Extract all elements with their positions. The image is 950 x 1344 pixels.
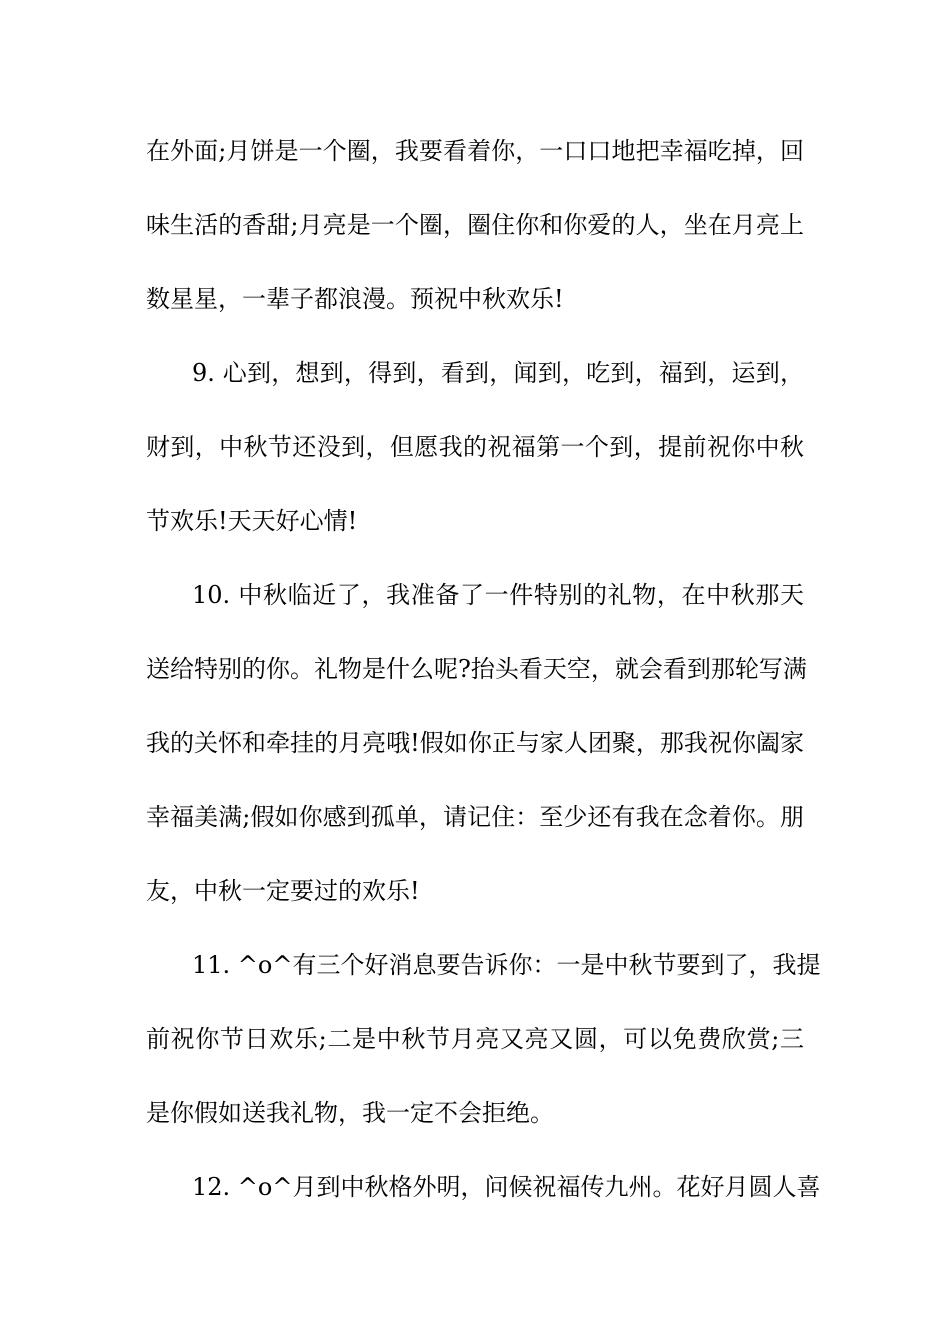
text-line: 12. ^o^月到中秋格外明，问候祝福传九州。花好月圆人喜	[192, 1173, 821, 1201]
text-line: 节欢乐!天天好心情!	[146, 507, 358, 535]
text-line: 前祝你节日欢乐;二是中秋节月亮又亮又圆，可以免费欣赏;三	[146, 1025, 804, 1053]
text-line: 财到，中秋节还没到，但愿我的祝福第一个到，提前祝你中秋	[146, 433, 804, 461]
text-line: 送给特别的你。礼物是什么呢?抬头看天空，就会看到那轮写满	[146, 655, 807, 683]
text-line: 幸福美满;假如你感到孤单，请记住：至少还有我在念着你。朋	[146, 803, 804, 831]
text-line: 在外面;月饼是一个圈，我要看着你，一口口地把幸福吃掉，回	[146, 137, 804, 165]
text-line: 友，中秋一定要过的欢乐!	[146, 877, 420, 905]
text-line: 11. ^o^有三个好消息要告诉你：一是中秋节要到了，我提	[192, 951, 821, 979]
text-line: 10. 中秋临近了，我准备了一件特别的礼物，在中秋那天	[192, 581, 804, 609]
text-line: 是你假如送我礼物，我一定不会拒绝。	[146, 1099, 554, 1127]
text-line: 我的关怀和牵挂的月亮哦!假如你正与家人团聚，那我祝你阖家	[146, 729, 804, 757]
text-line: 9. 心到，想到，得到，看到，闻到，吃到，福到，运到，	[192, 359, 804, 387]
text-line: 数星星，一辈子都浪漫。预祝中秋欢乐!	[146, 285, 564, 313]
text-line: 味生活的香甜;月亮是一个圈，圈住你和你爱的人，坐在月亮上	[146, 211, 804, 239]
